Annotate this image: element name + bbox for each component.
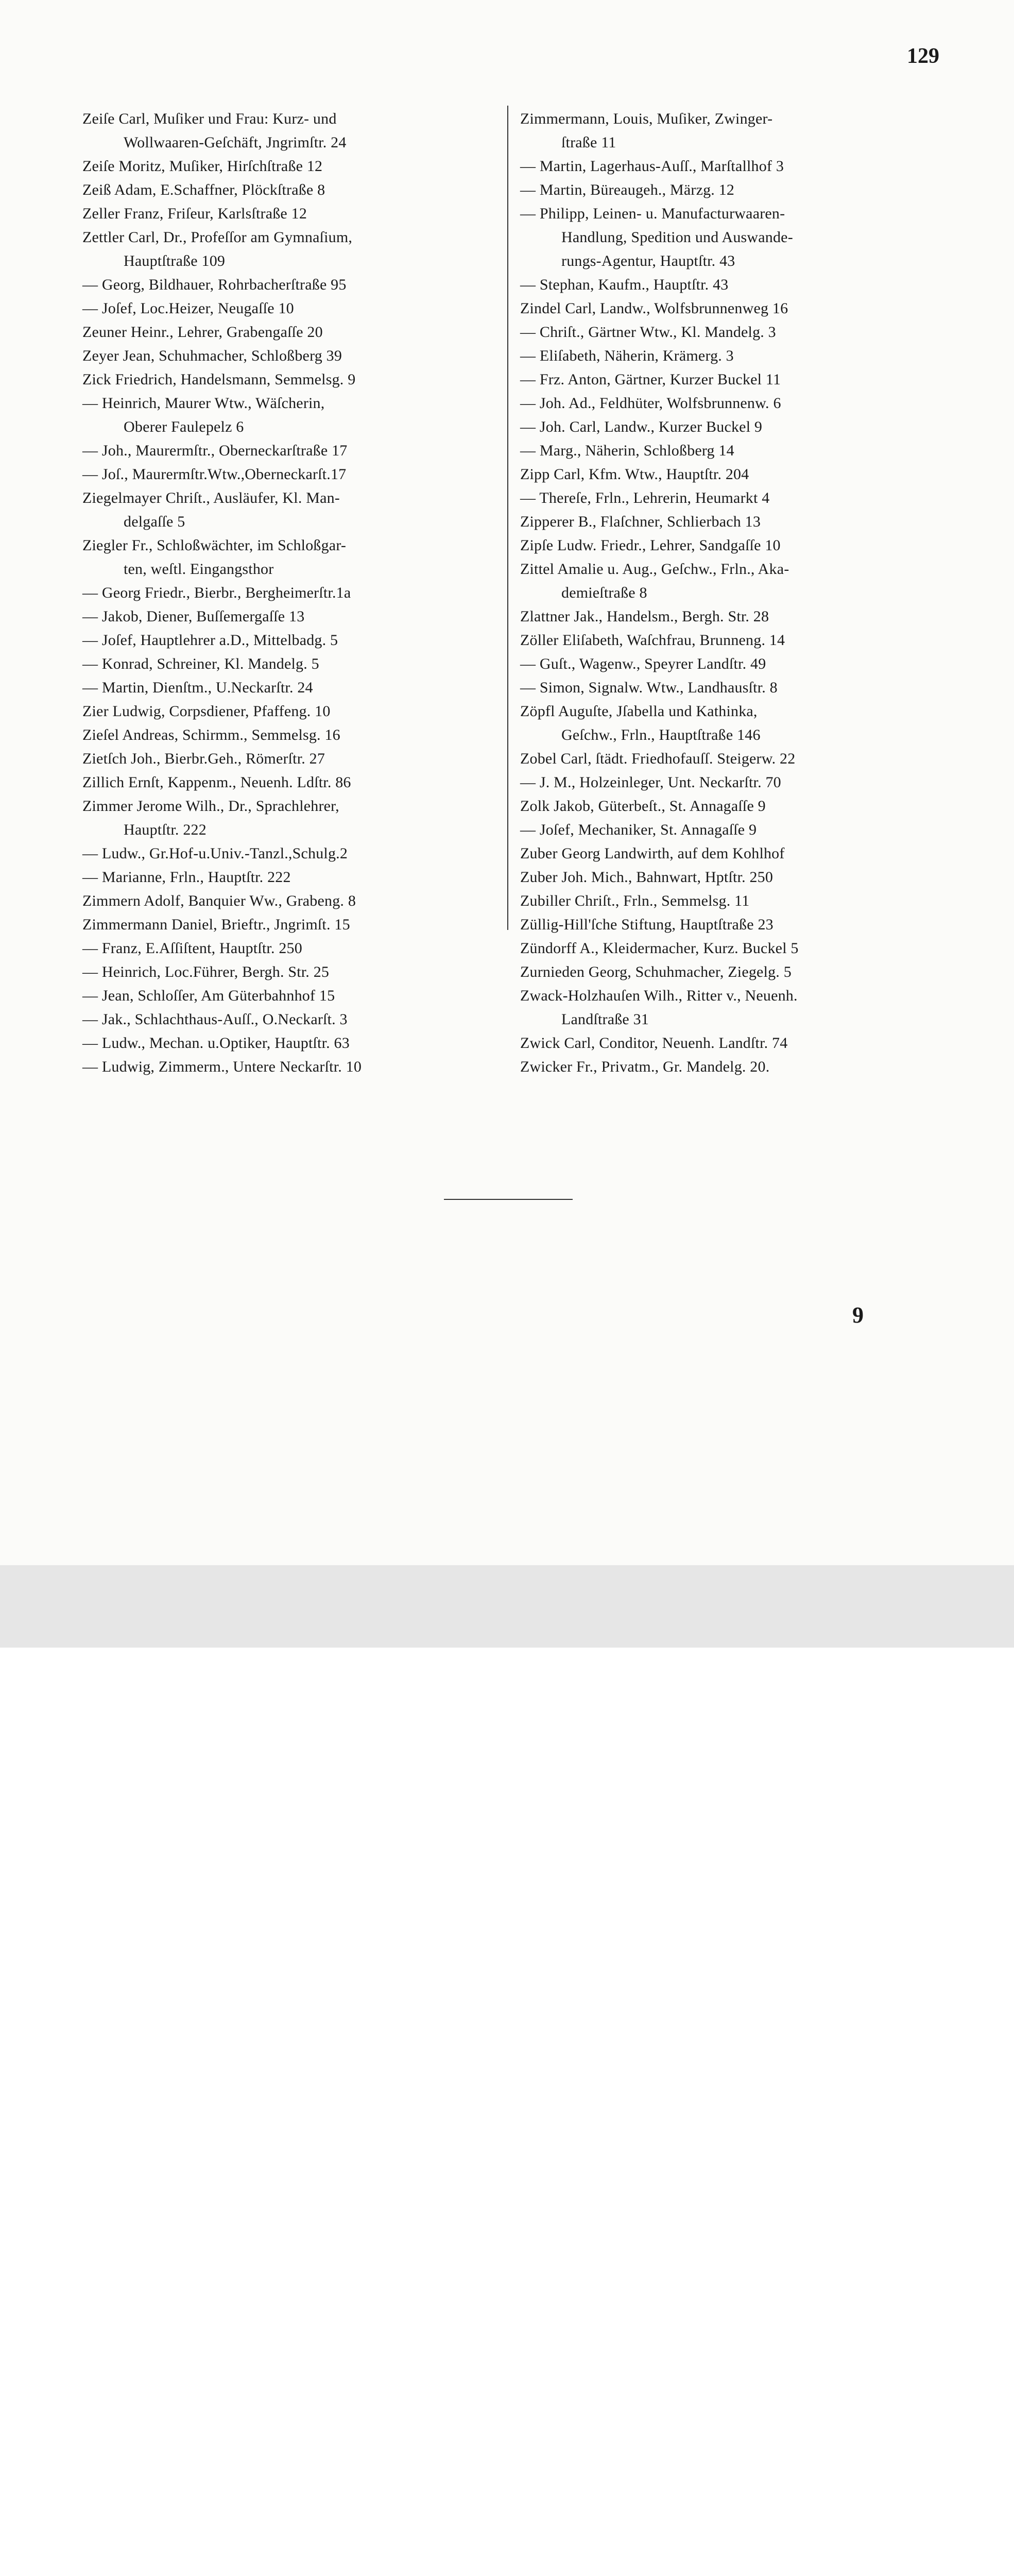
directory-entry-line: Zöpfl Auguſte, Jſabella und Kathinka, bbox=[520, 703, 758, 720]
directory-entry-line: ten, weſtl. Eingangsthor bbox=[124, 561, 274, 578]
directory-entry-line: Zuber Joh. Mich., Bahnwart, Hptſtr. 250 bbox=[520, 869, 774, 886]
directory-entry-line: — Joh. Carl, Landw., Kurzer Buckel 9 bbox=[520, 418, 763, 435]
directory-entry-line: Ziegelmayer Chriſt., Ausläufer, Kl. Man- bbox=[82, 489, 340, 506]
directory-entry-line: Zeiſe Moritz, Muſiker, Hirſchſtraße 12 bbox=[82, 158, 323, 175]
directory-entry-line: — Martin, Dienſtm., U.Neckarſtr. 24 bbox=[82, 679, 313, 696]
directory-entry-line: Oberer Faulepelz 6 bbox=[124, 418, 244, 435]
directory-entry-line: Zimmermann Daniel, Brieftr., Jngrimſt. 15 bbox=[82, 916, 350, 933]
directory-entry-line: — Philipp, Leinen- u. Manufacturwaaren- bbox=[520, 205, 785, 222]
directory-entry-line: Zurnieden Georg, Schuhmacher, Ziegelg. 5 bbox=[520, 963, 792, 980]
directory-entry-line: Zündorff A., Kleidermacher, Kurz. Buckel 5 bbox=[520, 940, 799, 957]
directory-entry-line: Zeyer Jean, Schuhmacher, Schloßberg 39 bbox=[82, 347, 342, 364]
directory-entry-line: Zettler Carl, Dr., Profeſſor am Gymnaſium, bbox=[82, 229, 353, 246]
directory-entry-line: — Chriſt., Gärtner Wtw., Kl. Mandelg. 3 bbox=[520, 324, 776, 341]
directory-entry-line: Zlattner Jak., Handelsm., Bergh. Str. 28 bbox=[520, 608, 769, 625]
directory-entry-line: Zuber Georg Landwirth, auf dem Kohlhof bbox=[520, 845, 785, 862]
directory-entry-line: Zipp Carl, Kfm. Wtw., Hauptſtr. 204 bbox=[520, 466, 749, 483]
directory-entry-line: Zittel Amalie u. Aug., Geſchw., Frln., Aka- bbox=[520, 561, 789, 578]
directory-entry-line: Zwicker Fr., Privatm., Gr. Mandelg. 20. bbox=[520, 1058, 770, 1075]
directory-entry-line: Zier Ludwig, Corpsdiener, Pfaffeng. 10 bbox=[82, 703, 331, 720]
page-number: 129 bbox=[907, 44, 939, 68]
printer-signature: 9 bbox=[852, 1302, 864, 1328]
directory-entry-line: Zeiß Adam, E.Schaffner, Plöckſtraße 8 bbox=[82, 181, 325, 198]
library-footer-bar bbox=[0, 1565, 1014, 1648]
directory-entry-line: Zillich Ernſt, Kappenm., Neuenh. Ldſtr. 86 bbox=[82, 774, 351, 791]
directory-entry-line: Zieſel Andreas, Schirmm., Semmelsg. 16 bbox=[82, 726, 340, 743]
directory-entry-line: Zobel Carl, ſtädt. Friedhofauſſ. Steigerw. 22 bbox=[520, 750, 796, 767]
directory-entry-line: Handlung, Spedition und Auswande- bbox=[561, 229, 793, 246]
directory-entry-line: Ziegler Fr., Schloßwächter, im Schloßgar- bbox=[82, 537, 347, 554]
directory-entry-line: — Joſ., Maurermſtr.Wtw.,Oberneckarſt.17 bbox=[82, 466, 347, 483]
directory-entry-line: — Heinrich, Maurer Wtw., Wäſcherin, bbox=[82, 395, 325, 412]
directory-entry-line: — Eliſabeth, Näherin, Krämerg. 3 bbox=[520, 347, 734, 364]
directory-entry-line: — Ludw., Mechan. u.Optiker, Hauptſtr. 63 bbox=[82, 1035, 350, 1052]
directory-entry-line: — J. M., Holzeinleger, Unt. Neckarſtr. 70 bbox=[520, 774, 781, 791]
directory-entry-line: — Konrad, Schreiner, Kl. Mandelg. 5 bbox=[82, 655, 319, 672]
directory-entry-line: — Joſef, Loc.Heizer, Neugaſſe 10 bbox=[82, 300, 294, 317]
directory-entry-line: ſtraße 11 bbox=[561, 134, 616, 151]
directory-entry-line: Zindel Carl, Landw., Wolfsbrunnenweg 16 bbox=[520, 300, 788, 317]
left-column bbox=[82, 107, 510, 1079]
directory-entry-line: — Stephan, Kaufm., Hauptſtr. 43 bbox=[520, 276, 729, 293]
directory-entry-line: — Joſef, Hauptlehrer a.D., Mittelbadg. 5 bbox=[82, 632, 338, 649]
directory-entry-line: Zubiller Chriſt., Frln., Semmelsg. 11 bbox=[520, 892, 750, 909]
footer-rule bbox=[444, 1199, 573, 1200]
directory-entry-line: Zwick Carl, Conditor, Neuenh. Landſtr. 74 bbox=[520, 1035, 788, 1052]
column-divider bbox=[507, 106, 508, 930]
directory-entry-line: Zimmermann, Louis, Muſiker, Zwinger- bbox=[520, 110, 773, 127]
directory-entry-line: — Franz, E.Aſſiſtent, Hauptſtr. 250 bbox=[82, 940, 302, 957]
directory-entry-line: Zöller Eliſabeth, Waſchfrau, Brunneng. 14 bbox=[520, 632, 785, 649]
directory-entry-line: — Ludw., Gr.Hof-u.Univ.-Tanzl.,Schulg.2 bbox=[82, 845, 348, 862]
directory-entry-line: — Marg., Näherin, Schloßberg 14 bbox=[520, 442, 734, 459]
directory-entry-line: delgaſſe 5 bbox=[124, 513, 185, 530]
directory-entry-line: Züllig-Hill'ſche Stiftung, Hauptſtraße 23 bbox=[520, 916, 774, 933]
directory-entry-line: Zick Friedrich, Handelsmann, Semmelsg. 9 bbox=[82, 371, 356, 388]
directory-entry-line: — Heinrich, Loc.Führer, Bergh. Str. 25 bbox=[82, 963, 330, 980]
directory-entry-line: Zimmern Adolf, Banquier Ww., Grabeng. 8 bbox=[82, 892, 356, 909]
directory-entry-line: — Joſef, Mechaniker, St. Annagaſſe 9 bbox=[520, 821, 757, 838]
directory-entry-line: Wollwaaren-Geſchäft, Jngrimſtr. 24 bbox=[124, 134, 347, 151]
directory-entry-line: Zeller Franz, Friſeur, Karlsſtraße 12 bbox=[82, 205, 307, 222]
directory-entry-line: Zipperer B., Flaſchner, Schlierbach 13 bbox=[520, 513, 761, 530]
directory-entry-line: — Joh. Ad., Feldhüter, Wolfsbrunnenw. 6 bbox=[520, 395, 781, 412]
directory-entry-line: — Guſt., Wagenw., Speyrer Landſtr. 49 bbox=[520, 655, 766, 672]
directory-entry-line: Zipſe Ludw. Friedr., Lehrer, Sandgaſſe 10 bbox=[520, 537, 781, 554]
directory-entry-line: Zimmer Jerome Wilh., Dr., Sprachlehrer, bbox=[82, 798, 339, 815]
directory-entry-line: Zeiſe Carl, Muſiker und Frau: Kurz- und bbox=[82, 110, 337, 127]
directory-entry-line: Geſchw., Frln., Hauptſtraße 146 bbox=[561, 726, 761, 743]
directory-entry-line: — Joh., Maurermſtr., Oberneckarſtraße 17 bbox=[82, 442, 348, 459]
directory-entry-line: Zolk Jakob, Güterbeſt., St. Annagaſſe 9 bbox=[520, 798, 766, 815]
directory-entry-line: — Jak., Schlachthaus-Auſſ., O.Neckarſt. 3 bbox=[82, 1011, 348, 1028]
directory-entry-line: Hauptſtr. 222 bbox=[124, 821, 207, 838]
directory-entry-line: — Marianne, Frln., Hauptſtr. 222 bbox=[82, 869, 291, 886]
directory-entry-line: Zwack-Holzhauſen Wilh., Ritter v., Neuenh. bbox=[520, 987, 798, 1004]
directory-entry-line: — Simon, Signalw. Wtw., Landhausſtr. 8 bbox=[520, 679, 778, 696]
directory-entry-line: — Georg, Bildhauer, Rohrbacherſtraße 95 bbox=[82, 276, 347, 293]
directory-entry-line: Hauptſtraße 109 bbox=[124, 252, 226, 269]
directory-entry-line: demieſtraße 8 bbox=[561, 584, 647, 601]
directory-entry-line: Zietſch Joh., Bierbr.Geh., Römerſtr. 27 bbox=[82, 750, 325, 767]
directory-entry-line: — Jakob, Diener, Buſſemergaſſe 13 bbox=[82, 608, 305, 625]
directory-entry-line: — Ludwig, Zimmerm., Untere Neckarſtr. 10 bbox=[82, 1058, 362, 1075]
directory-entry-line: rungs-Agentur, Hauptſtr. 43 bbox=[561, 252, 735, 269]
directory-entry-line: — Jean, Schloſſer, Am Güterbahnhof 15 bbox=[82, 987, 335, 1004]
directory-entry-line: — Martin, Büreaugeh., Märzg. 12 bbox=[520, 181, 735, 198]
directory-entry-line: — Frz. Anton, Gärtner, Kurzer Buckel 11 bbox=[520, 371, 781, 388]
directory-entry-line: — Georg Friedr., Bierbr., Bergheimerſtr.1a bbox=[82, 584, 351, 601]
directory-entry-line: — Martin, Lagerhaus-Auſſ., Marſtallhof 3 bbox=[520, 158, 784, 175]
directory-entry-line: Zeuner Heinr., Lehrer, Grabengaſſe 20 bbox=[82, 324, 323, 341]
directory-entry-line: — Thereſe, Frln., Lehrerin, Heumarkt 4 bbox=[520, 489, 770, 506]
directory-entry-line: Landſtraße 31 bbox=[561, 1011, 649, 1028]
right-column bbox=[520, 107, 948, 1079]
